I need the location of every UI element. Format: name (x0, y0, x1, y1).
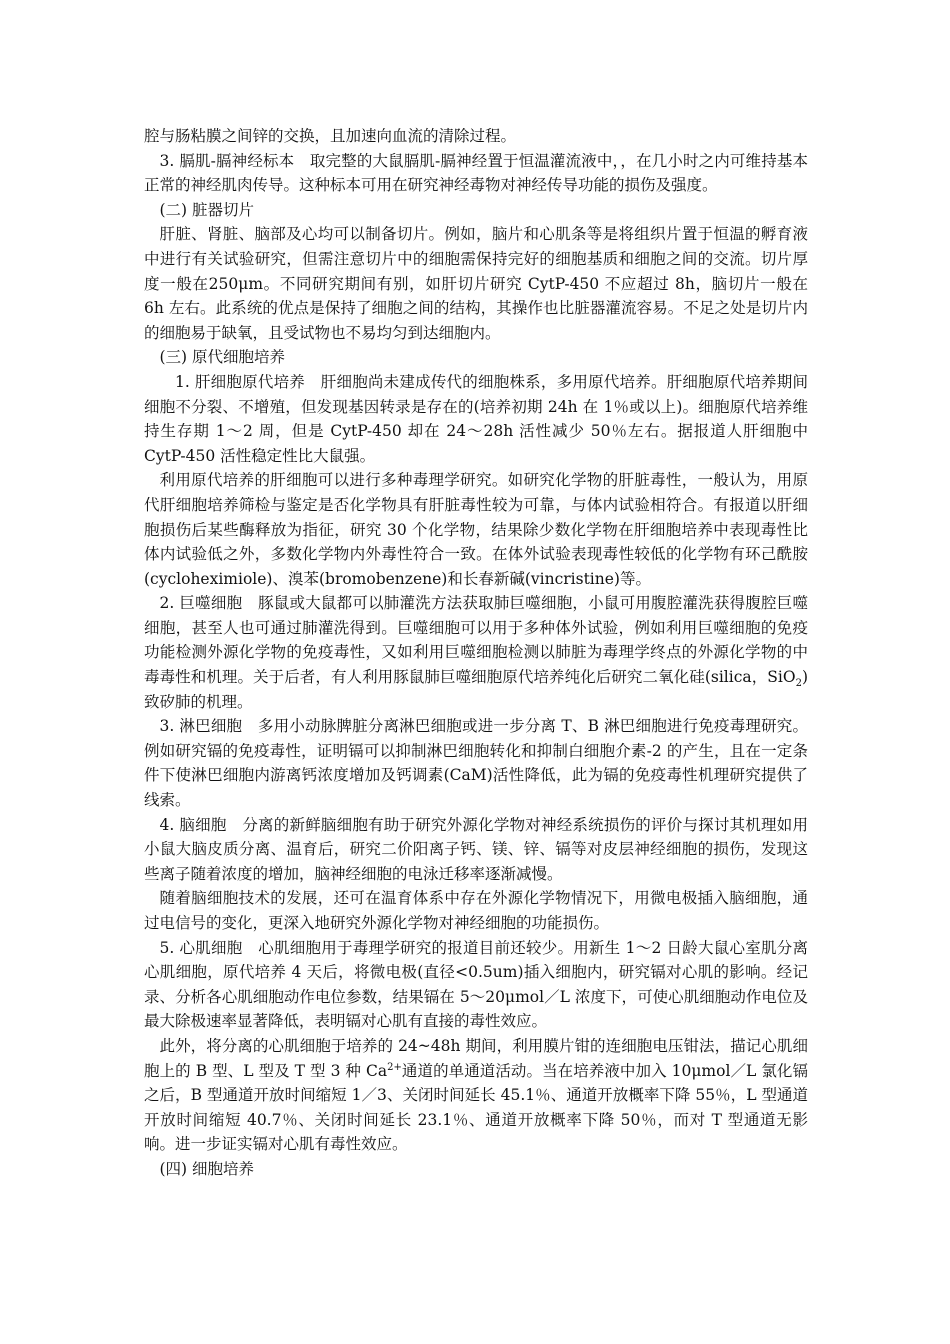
document-page (144, 124, 808, 1182)
paragraph-hepatocyte-toxicity: 利用原代培养的肝细胞可以进行多种毒理学研究。如研究化学物的肝脏毒性，一般认为，用原代肝细胞培养筛检与鉴定是否化学物具有肝脏毒性较为可靠，与体内试验相符合。有报道以肝细胞损伤后某些酶释放为指征，研究 30 个化学物，结果除少数化学物在肝细胞培养中表现毒性比体内试验低之外，多数化学物内外毒性符合一致。在体外试验表现毒性较低的化学物有环己酰胺(cycloheximiole)、溴苯(bromobenzene)和长春新碱(vincristine)等。 (144, 471, 808, 588)
sio2-subscript: 2 (795, 678, 802, 690)
macrophage-text-after: )致矽肺的机理。 (144, 668, 808, 711)
section-heading-primary-culture: (三) 原代细胞培养 (159, 348, 286, 367)
macrophage-text-before: 2. 巨噬细胞 豚鼠或大鼠都可以肺灌洗方法获取肺巨噬细胞，小鼠可用腹腔灌洗获得腹腔巨噬细胞，甚至人也可通过肺灌洗得到。巨噬细胞可以用于多种体外试验，例如利用巨噬细胞的免疫功能检测外源化学物的免疫毒性，又如利用巨噬细胞检测以肺脏为毒理学终点的外源化学物的中毒毒性和机理。关于后者，有人利用豚鼠肺巨噬细胞原代培养纯化后研究二氧化硅(silica，SiO (144, 594, 808, 687)
ca-superscript: 2+ (387, 1061, 402, 1073)
paragraph-cardiomyocyte-channels (144, 1034, 808, 1157)
paragraph-brain-cell: 4. 脑细胞 分离的新鲜脑细胞有助于研究外源化学物对神经系统损伤的评价与探讨其机理如用小鼠大脑皮质分离、温育后，研究二价阳离子钙、镁、锌、镉等对皮层神经细胞的损伤，发现这些离子随着浓度的增加，脑神经细胞的电泳迁移率逐渐减慢。 (144, 815, 808, 883)
section-heading-organ-slices: (二) 脏器切片 (159, 200, 255, 219)
paragraph-continuation: 腔与肠粘膜之间锌的交换，且加速向血流的清除过程。 (144, 127, 517, 145)
paragraph-cardiomyocyte: 5. 心肌细胞 心肌细胞用于毒理学研究的报道目前还较少。用新生 1～2 日龄大鼠心室肌分离心肌细胞，原代培养 4 天后，将微电极(直径<0.5um)插入细胞内，研究镉对心肌的影响。经记录、分析各心肌细胞动作电位参数，结果镉在 5～20μmol／L 浓度下，可使心肌细胞动作电位及最大除极速率显著降低，表明镉对心肌有直接的毒性效应。 (144, 938, 808, 1031)
paragraph-macrophage (144, 591, 808, 714)
paragraph-diaphragm-nerve: 3. 膈肌-膈神经标本 取完整的大鼠膈肌-膈神经置于恒温灌流液中，，在几小时之内可维持基本正常的神经肌肉传导。这种标本可用在研究神经毒物对神经传导功能的损伤及强度。 (144, 151, 808, 195)
paragraph-lymphocyte: 3. 淋巴细胞 多用小动脉脾脏分离淋巴细胞或进一步分离 T、B 淋巴细胞进行免疫毒理研究。例如研究镉的免疫毒性，证明镉可以抑制淋巴细胞转化和抑制白细胞介素-2 的产生，且在一定条件下使淋巴细胞内游离钙浓度增加及钙调素(CaM)活性降低，此为镉的免疫毒性机理研究提供了线索。 (144, 717, 808, 810)
paragraph-brain-cell-technique: 随着脑细胞技术的发展，还可在温育体系中存在外源化学物情况下，用微电极插入脑细胞，通过电信号的变化，更深入地研究外源化学物对神经细胞的功能损伤。 (144, 889, 808, 932)
channels-text-after: 通道的单通道活动。当在培养液中加入 10μmol／L 氯化镉之后，B 型通道开放时间缩短 1／3、关闭时间延长 45.1％、通道开放概率下降 55％，L 型通道开放时间缩短 40.7％、关闭时间延长 23.1％、通道开放概率下降 50％，而对 T 型通道无影响。进一步证实镉对心肌有毒性效应。 (144, 1061, 808, 1154)
section-heading-cell-culture: (四) 细胞培养 (159, 1159, 255, 1178)
channels-text-before: 此外，将分离的心肌细胞于培养的 24~48h 期间，利用膜片钳的连细胞电压钳法，描记心肌细胞上的 B 型、L 型及 T 型 3 种 Ca (144, 1036, 808, 1080)
paragraph-hepatocyte: 1. 肝细胞原代培养 肝细胞尚未建成传代的细胞株系，多用原代培养。肝细胞原代培养期间细胞不分裂、不增殖，但发现基因转录是存在的(培养初期 24h 在 1％或以上)。细胞原代培养维持生存期 1～2 周，但是 CytP-450 却在 24～28h 活性减少 50％左右。据报道人肝细胞中 CytP-450 活性稳定性比大鼠强。 (144, 372, 808, 465)
paragraph-organ-slices: 肝脏、肾脏、脑部及心均可以制备切片。例如，脑片和心肌条等是将组织片置于恒温的孵育液中进行有关试验研究，但需注意切片中的细胞需保持完好的细胞基质和细胞之间的交流。切片厚度一般在250μm。不同研究期间有别，如肝切片研究 CytP-450 不应超过 8h，脑切片一般在 6h 左右。此系统的优点是保持了细胞之间的结构，其操作也比脏器灌流容易。不足之处是切片内的细胞易于缺氧，且受试物也不易均匀到达细胞内。 (144, 225, 808, 342)
